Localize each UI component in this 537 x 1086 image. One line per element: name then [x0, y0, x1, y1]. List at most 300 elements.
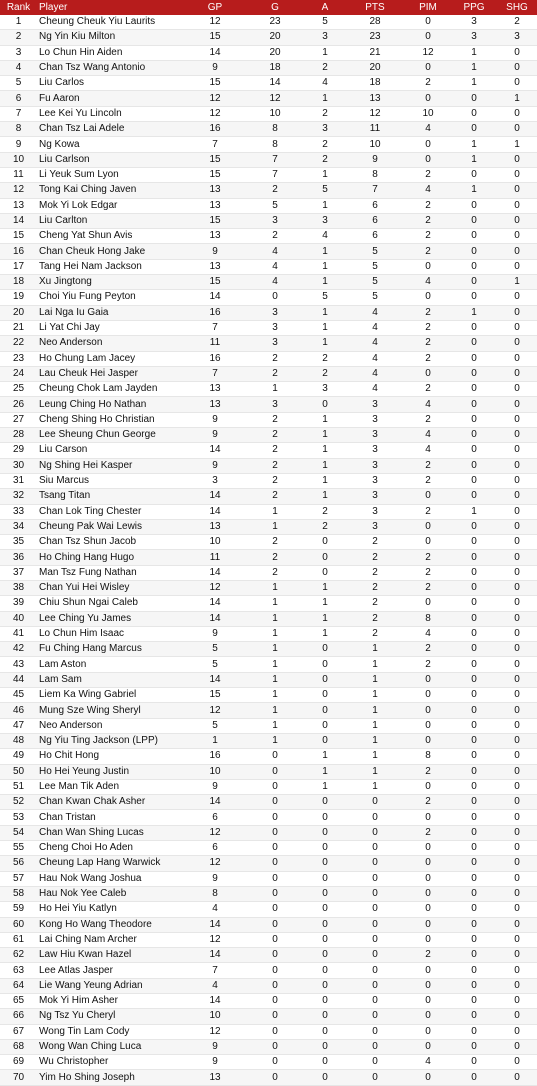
pts-cell: 5: [345, 244, 405, 259]
player-cell: Man Tsz Fung Nathan: [37, 565, 185, 580]
rank-cell: 50: [0, 764, 37, 779]
shg-cell: 0: [497, 428, 537, 443]
player-cell: Ho Hei Yiu Katlyn: [37, 902, 185, 917]
a-cell: 0: [305, 963, 345, 978]
a-cell: 3: [305, 382, 345, 397]
pts-cell: 0: [345, 1070, 405, 1085]
a-cell: 0: [305, 1055, 345, 1070]
player-cell: Cheung Cheuk Yiu Laurits: [37, 15, 185, 30]
pts-cell: 0: [345, 1039, 405, 1054]
pts-cell: 13: [345, 91, 405, 106]
gp-cell: 15: [185, 167, 245, 182]
player-cell: Fu Ching Hang Marcus: [37, 642, 185, 657]
rank-cell: 64: [0, 978, 37, 993]
g-cell: 18: [245, 60, 305, 75]
rank-cell: 36: [0, 550, 37, 565]
table-row: [0, 76, 537, 91]
gp-cell: 15: [185, 213, 245, 228]
pts-cell: 4: [345, 336, 405, 351]
table-row: [0, 1009, 537, 1024]
g-cell: 2: [245, 183, 305, 198]
gp-cell: 9: [185, 244, 245, 259]
player-cell: Choi Yiu Fung Peyton: [37, 290, 185, 305]
a-cell: 0: [305, 397, 345, 412]
gp-cell: 9: [185, 779, 245, 794]
g-cell: 0: [245, 886, 305, 901]
ppg-cell: 0: [451, 611, 497, 626]
ppg-cell: 0: [451, 106, 497, 121]
pim-cell: 2: [405, 412, 451, 427]
col-pts[interactable]: PTS: [345, 0, 405, 15]
gp-cell: 14: [185, 504, 245, 519]
gp-cell: 10: [185, 535, 245, 550]
shg-cell: 0: [497, 596, 537, 611]
shg-cell: 0: [497, 305, 537, 320]
table-row: [0, 902, 537, 917]
a-cell: 0: [305, 932, 345, 947]
rank-cell: 18: [0, 275, 37, 290]
g-cell: 0: [245, 917, 305, 932]
pts-cell: 3: [345, 504, 405, 519]
table-row: [0, 810, 537, 825]
rank-cell: 27: [0, 412, 37, 427]
a-cell: 1: [305, 320, 345, 335]
shg-cell: 0: [497, 397, 537, 412]
table-row: [0, 458, 537, 473]
pim-cell: 0: [405, 856, 451, 871]
col-a[interactable]: A: [305, 0, 345, 15]
a-cell: 0: [305, 672, 345, 687]
col-shg[interactable]: SHG: [497, 0, 537, 15]
ppg-cell: 1: [451, 504, 497, 519]
shg-cell: 0: [497, 749, 537, 764]
a-cell: 1: [305, 764, 345, 779]
gp-cell: 8: [185, 886, 245, 901]
rank-cell: 58: [0, 886, 37, 901]
table-row: [0, 259, 537, 274]
g-cell: 0: [245, 963, 305, 978]
a-cell: 0: [305, 856, 345, 871]
shg-cell: 0: [497, 259, 537, 274]
gp-cell: 13: [185, 519, 245, 534]
pim-cell: 2: [405, 213, 451, 228]
pts-cell: 0: [345, 886, 405, 901]
player-cell: Leung Ching Ho Nathan: [37, 397, 185, 412]
table-row: [0, 886, 537, 901]
rank-cell: 5: [0, 76, 37, 91]
col-pim[interactable]: PIM: [405, 0, 451, 15]
table-row: [0, 320, 537, 335]
rank-cell: 4: [0, 60, 37, 75]
table-row: [0, 152, 537, 167]
player-cell: Ng Tsz Yu Cheryl: [37, 1009, 185, 1024]
g-cell: 1: [245, 657, 305, 672]
pts-cell: 5: [345, 275, 405, 290]
pim-cell: 2: [405, 473, 451, 488]
rank-cell: 33: [0, 504, 37, 519]
pts-cell: 9: [345, 152, 405, 167]
rank-cell: 56: [0, 856, 37, 871]
table-row: [0, 611, 537, 626]
col-rank[interactable]: Rank: [0, 0, 37, 15]
pts-cell: 18: [345, 76, 405, 91]
table-row: [0, 275, 537, 290]
table-row: [0, 978, 537, 993]
gp-cell: 16: [185, 351, 245, 366]
pim-cell: 2: [405, 565, 451, 580]
gp-cell: 9: [185, 1055, 245, 1070]
table-row: [0, 749, 537, 764]
pim-cell: 0: [405, 1009, 451, 1024]
pim-cell: 0: [405, 137, 451, 152]
rank-cell: 30: [0, 458, 37, 473]
shg-cell: 0: [497, 60, 537, 75]
player-cell: Kong Ho Wang Theodore: [37, 917, 185, 932]
a-cell: 2: [305, 519, 345, 534]
player-cell: Lee Sheung Chun George: [37, 428, 185, 443]
g-cell: 3: [245, 336, 305, 351]
a-cell: 1: [305, 580, 345, 595]
g-cell: 4: [245, 244, 305, 259]
player-cell: Cheung Chok Lam Jayden: [37, 382, 185, 397]
shg-cell: 0: [497, 1039, 537, 1054]
pim-cell: 2: [405, 657, 451, 672]
gp-cell: 14: [185, 45, 245, 60]
a-cell: 0: [305, 642, 345, 657]
gp-cell: 13: [185, 397, 245, 412]
gp-cell: 14: [185, 611, 245, 626]
shg-cell: 0: [497, 657, 537, 672]
g-cell: 0: [245, 902, 305, 917]
rank-cell: 52: [0, 795, 37, 810]
table-row: [0, 106, 537, 121]
a-cell: 4: [305, 76, 345, 91]
player-cell: Ng Yiu Ting Jackson (LPP): [37, 733, 185, 748]
pts-cell: 20: [345, 60, 405, 75]
player-cell: Ho Chung Lam Jacey: [37, 351, 185, 366]
pts-cell: 6: [345, 213, 405, 228]
a-cell: 0: [305, 1039, 345, 1054]
table-row: [0, 473, 537, 488]
rank-cell: 67: [0, 1024, 37, 1039]
gp-cell: 11: [185, 550, 245, 565]
g-cell: 1: [245, 703, 305, 718]
rank-cell: 7: [0, 106, 37, 121]
shg-cell: 1: [497, 275, 537, 290]
table-row: [0, 795, 537, 810]
gp-cell: 9: [185, 60, 245, 75]
gp-cell: 7: [185, 320, 245, 335]
pim-cell: 10: [405, 106, 451, 121]
g-cell: 7: [245, 152, 305, 167]
pim-cell: 0: [405, 703, 451, 718]
g-cell: 1: [245, 718, 305, 733]
rank-cell: 40: [0, 611, 37, 626]
pim-cell: 8: [405, 749, 451, 764]
rank-cell: 45: [0, 688, 37, 703]
player-cell: Tsang Titan: [37, 489, 185, 504]
shg-cell: 0: [497, 183, 537, 198]
player-cell: Lam Sam: [37, 672, 185, 687]
rank-cell: 23: [0, 351, 37, 366]
pim-cell: 0: [405, 963, 451, 978]
ppg-cell: 3: [451, 30, 497, 45]
ppg-cell: 0: [451, 810, 497, 825]
ppg-cell: 0: [451, 596, 497, 611]
pim-cell: 2: [405, 382, 451, 397]
pts-cell: 0: [345, 1055, 405, 1070]
rank-cell: 13: [0, 198, 37, 213]
g-cell: 12: [245, 91, 305, 106]
player-cell: Wong Wan Ching Luca: [37, 1039, 185, 1054]
table-row: [0, 672, 537, 687]
rank-cell: 69: [0, 1055, 37, 1070]
pts-cell: 0: [345, 825, 405, 840]
pim-cell: 0: [405, 1039, 451, 1054]
gp-cell: 12: [185, 106, 245, 121]
pim-cell: 4: [405, 122, 451, 137]
player-cell: Mok Yi Him Asher: [37, 994, 185, 1009]
table-row: [0, 183, 537, 198]
ppg-cell: 0: [451, 473, 497, 488]
a-cell: 0: [305, 703, 345, 718]
player-cell: Liem Ka Wing Gabriel: [37, 688, 185, 703]
g-cell: 1: [245, 733, 305, 748]
player-cell: Liu Carlton: [37, 213, 185, 228]
a-cell: 3: [305, 122, 345, 137]
player-cell: Ho Ching Hang Hugo: [37, 550, 185, 565]
rank-cell: 6: [0, 91, 37, 106]
table-row: [0, 91, 537, 106]
col-player[interactable]: Player: [37, 0, 185, 15]
rank-cell: 31: [0, 473, 37, 488]
ppg-cell: 0: [451, 229, 497, 244]
pts-cell: 2: [345, 626, 405, 641]
ppg-cell: 3: [451, 15, 497, 30]
gp-cell: 14: [185, 672, 245, 687]
gp-cell: 14: [185, 489, 245, 504]
g-cell: 2: [245, 366, 305, 381]
player-cell: Ho Hei Yeung Justin: [37, 764, 185, 779]
rank-cell: 38: [0, 580, 37, 595]
ppg-cell: 0: [451, 963, 497, 978]
pim-cell: 0: [405, 519, 451, 534]
player-cell: Cheung Pak Wai Lewis: [37, 519, 185, 534]
g-cell: 3: [245, 397, 305, 412]
gp-cell: 13: [185, 382, 245, 397]
g-cell: 4: [245, 259, 305, 274]
pts-cell: 6: [345, 229, 405, 244]
rank-cell: 61: [0, 932, 37, 947]
table-row: [0, 550, 537, 565]
shg-cell: 0: [497, 994, 537, 1009]
shg-cell: 0: [497, 642, 537, 657]
rank-cell: 15: [0, 229, 37, 244]
player-cell: Liu Carlson: [37, 152, 185, 167]
pts-cell: 3: [345, 397, 405, 412]
shg-cell: 0: [497, 229, 537, 244]
rank-cell: 42: [0, 642, 37, 657]
pim-cell: 4: [405, 428, 451, 443]
table-row: [0, 733, 537, 748]
a-cell: 2: [305, 351, 345, 366]
player-cell: Lie Wang Yeung Adrian: [37, 978, 185, 993]
table-row: [0, 948, 537, 963]
table-row: [0, 229, 537, 244]
header-row: [0, 0, 537, 15]
player-cell: Chan Cheuk Hong Jake: [37, 244, 185, 259]
table-row: [0, 994, 537, 1009]
gp-cell: 15: [185, 30, 245, 45]
ppg-cell: 0: [451, 1009, 497, 1024]
col-gp[interactable]: GP: [185, 0, 245, 15]
table-row: [0, 336, 537, 351]
g-cell: 0: [245, 1009, 305, 1024]
rank-cell: 11: [0, 167, 37, 182]
col-ppg[interactable]: PPG: [451, 0, 497, 15]
player-cell: Lau Cheuk Hei Jasper: [37, 366, 185, 381]
rank-cell: 41: [0, 626, 37, 641]
g-cell: 0: [245, 871, 305, 886]
gp-cell: 14: [185, 565, 245, 580]
col-g[interactable]: G: [245, 0, 305, 15]
pim-cell: 0: [405, 30, 451, 45]
shg-cell: 0: [497, 489, 537, 504]
pts-cell: 1: [345, 749, 405, 764]
player-cell: Li Yeuk Sum Lyon: [37, 167, 185, 182]
pts-cell: 2: [345, 611, 405, 626]
g-cell: 0: [245, 856, 305, 871]
gp-cell: 5: [185, 657, 245, 672]
ppg-cell: 0: [451, 213, 497, 228]
table-row: [0, 565, 537, 580]
a-cell: 0: [305, 871, 345, 886]
ppg-cell: 0: [451, 978, 497, 993]
player-cell: Chan Tsz Shun Jacob: [37, 535, 185, 550]
shg-cell: 0: [497, 366, 537, 381]
ppg-cell: 0: [451, 871, 497, 886]
pts-cell: 3: [345, 458, 405, 473]
shg-cell: 0: [497, 473, 537, 488]
shg-cell: 0: [497, 688, 537, 703]
pim-cell: 2: [405, 948, 451, 963]
gp-cell: 4: [185, 902, 245, 917]
pim-cell: 2: [405, 305, 451, 320]
ppg-cell: 0: [451, 275, 497, 290]
table-row: [0, 351, 537, 366]
gp-cell: 14: [185, 948, 245, 963]
ppg-cell: 0: [451, 856, 497, 871]
pts-cell: 6: [345, 198, 405, 213]
player-cell: Chan Yui Hei Wisley: [37, 580, 185, 595]
ppg-cell: 0: [451, 749, 497, 764]
g-cell: 2: [245, 428, 305, 443]
player-cell: Lee Man Tik Aden: [37, 779, 185, 794]
g-cell: 1: [245, 688, 305, 703]
pim-cell: 0: [405, 489, 451, 504]
pts-cell: 4: [345, 382, 405, 397]
pim-cell: 2: [405, 229, 451, 244]
ppg-cell: 1: [451, 60, 497, 75]
shg-cell: 0: [497, 152, 537, 167]
rank-cell: 66: [0, 1009, 37, 1024]
g-cell: 14: [245, 76, 305, 91]
gp-cell: 16: [185, 122, 245, 137]
shg-cell: 1: [497, 91, 537, 106]
table-row: [0, 15, 537, 30]
pim-cell: 2: [405, 76, 451, 91]
pts-cell: 0: [345, 917, 405, 932]
pim-cell: 2: [405, 580, 451, 595]
g-cell: 2: [245, 458, 305, 473]
shg-cell: 0: [497, 948, 537, 963]
a-cell: 1: [305, 198, 345, 213]
pts-cell: 0: [345, 1024, 405, 1039]
gp-cell: 15: [185, 152, 245, 167]
table-row: [0, 657, 537, 672]
a-cell: 0: [305, 841, 345, 856]
shg-cell: 0: [497, 764, 537, 779]
gp-cell: 12: [185, 1024, 245, 1039]
gp-cell: 14: [185, 596, 245, 611]
pim-cell: 0: [405, 886, 451, 901]
rank-cell: 28: [0, 428, 37, 443]
a-cell: 1: [305, 458, 345, 473]
rank-cell: 43: [0, 657, 37, 672]
ppg-cell: 0: [451, 91, 497, 106]
gp-cell: 3: [185, 473, 245, 488]
a-cell: 1: [305, 443, 345, 458]
ppg-cell: 0: [451, 259, 497, 274]
ppg-cell: 0: [451, 550, 497, 565]
a-cell: 0: [305, 886, 345, 901]
table-row: [0, 642, 537, 657]
pim-cell: 2: [405, 764, 451, 779]
shg-cell: 0: [497, 795, 537, 810]
rank-cell: 8: [0, 122, 37, 137]
ppg-cell: 0: [451, 672, 497, 687]
shg-cell: 0: [497, 733, 537, 748]
pts-cell: 0: [345, 810, 405, 825]
ppg-cell: 1: [451, 305, 497, 320]
a-cell: 2: [305, 366, 345, 381]
player-cell: Chan Lok Ting Chester: [37, 504, 185, 519]
pim-cell: 0: [405, 779, 451, 794]
shg-cell: 0: [497, 626, 537, 641]
rank-cell: 35: [0, 535, 37, 550]
a-cell: 1: [305, 45, 345, 60]
a-cell: 0: [305, 978, 345, 993]
pts-cell: 2: [345, 550, 405, 565]
table-row: [0, 779, 537, 794]
rank-cell: 70: [0, 1070, 37, 1085]
table-row: [0, 443, 537, 458]
pim-cell: 0: [405, 1024, 451, 1039]
rank-cell: 29: [0, 443, 37, 458]
pim-cell: 2: [405, 504, 451, 519]
gp-cell: 10: [185, 1009, 245, 1024]
ppg-cell: 0: [451, 244, 497, 259]
pts-cell: 0: [345, 994, 405, 1009]
pim-cell: 4: [405, 183, 451, 198]
player-cell: Cheng Shing Ho Christian: [37, 412, 185, 427]
ppg-cell: 0: [451, 198, 497, 213]
shg-cell: 0: [497, 565, 537, 580]
g-cell: 1: [245, 642, 305, 657]
a-cell: 1: [305, 305, 345, 320]
gp-cell: 9: [185, 871, 245, 886]
pim-cell: 4: [405, 626, 451, 641]
